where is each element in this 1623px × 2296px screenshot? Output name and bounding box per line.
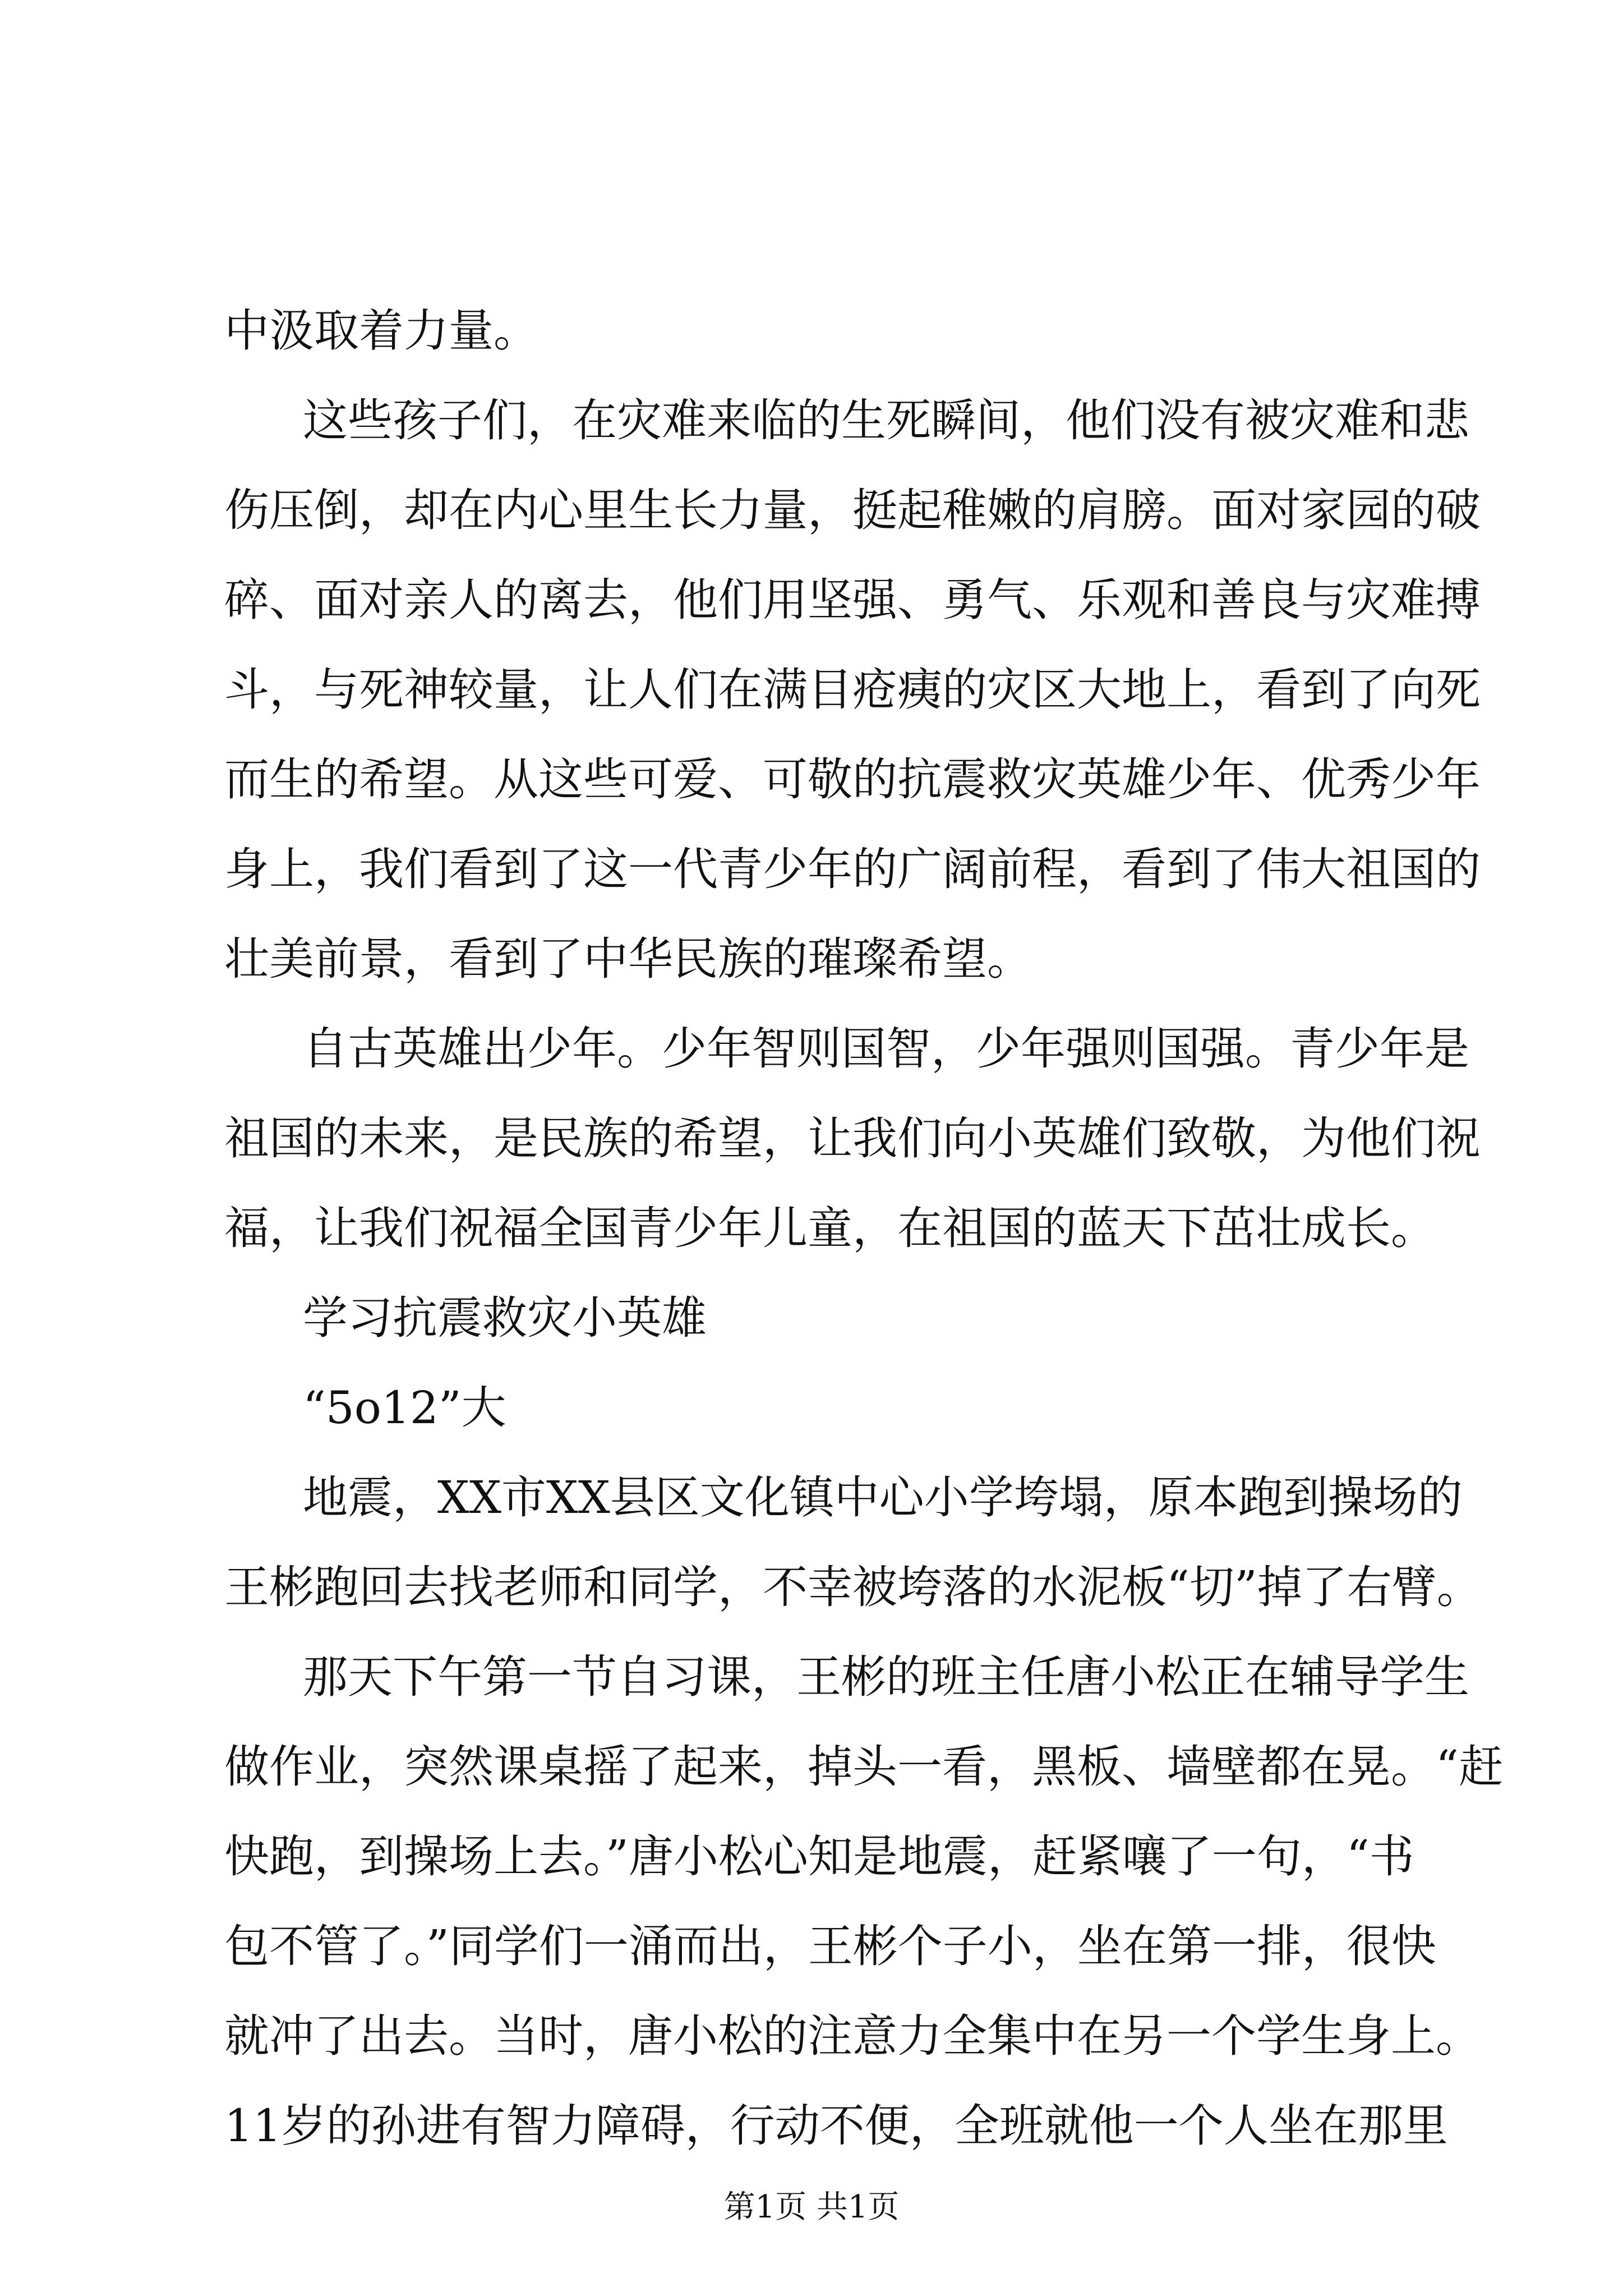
paragraph-line: 福，让我们祝福全国青少年儿童，在祖国的蓝天下茁壮成长。 [224, 1202, 1436, 1254]
section-heading: 学习抗震救灾小英雄 [303, 1292, 707, 1344]
paragraph-line: 斗，与死神较量，让人们在满目疮痍的灾区大地上，看到了向死 [224, 664, 1481, 716]
paragraph-line: 而生的希望。从这些可爱、可敬的抗震救灾英雄少年、优秀少年 [224, 753, 1481, 806]
paragraph-line: 自古英雄出少年。少年智则国智，少年强则国强。青少年是 [303, 1023, 1469, 1075]
paragraph-line: 11岁的孙进有智力障碍，行动不便，全班就他一个人坐在那里 [224, 2100, 1448, 2152]
paragraph-line: 地震，XX市XX县区文化镇中心小学垮塌，原本跑到操场的 [303, 1471, 1463, 1524]
paragraph-line: “5o12”大 [303, 1382, 506, 1434]
paragraph-line: 这些孩子们，在灾难来临的生死瞬间，他们没有被灾难和悲 [303, 394, 1469, 447]
paragraph-line: 身上，我们看到了这一代青少年的广阔前程，看到了伟大祖国的 [224, 843, 1481, 895]
paragraph-line: 碎、面对亲人的离去，他们用坚强、勇气、乐观和善良与灾难搏 [224, 574, 1481, 626]
paragraph-line: 就冲了出去。当时，唐小松的注意力全集中在另一个学生身上。 [224, 2010, 1481, 2062]
paragraph-line: 那天下午第一节自习课，王彬的班主任唐小松正在辅导学生 [303, 1651, 1469, 1703]
paragraph-line: 王彬跑回去找老师和同学，不幸被垮落的水泥板“切”掉了右臂。 [224, 1561, 1482, 1613]
paragraph-line: 伤压倒，却在内心里生长力量，挺起稚嫩的肩膀。面对家园的破 [224, 484, 1481, 536]
text-line: 中汲取着力量。 [224, 305, 538, 357]
page-footer: 第1页 共1页 [723, 2189, 900, 2225]
paragraph-line: 快跑，到操场上去。”唐小松心知是地震，赶紧嚷了一句，“书 [224, 1830, 1414, 1883]
paragraph-line: 壮美前景，看到了中华民族的璀璨希望。 [224, 933, 1032, 985]
paragraph-line: 包不管了。”同学们一涌而出，王彬个子小，坐在第一排，很快 [224, 1920, 1436, 1972]
paragraph-line: 祖国的未来，是民族的希望，让我们向小英雄们致敬，为他们祝 [224, 1112, 1481, 1165]
paragraph-line: 做作业，突然课桌摇了起来，掉头一看，黑板、墙壁都在晃。“赶 [224, 1741, 1504, 1793]
